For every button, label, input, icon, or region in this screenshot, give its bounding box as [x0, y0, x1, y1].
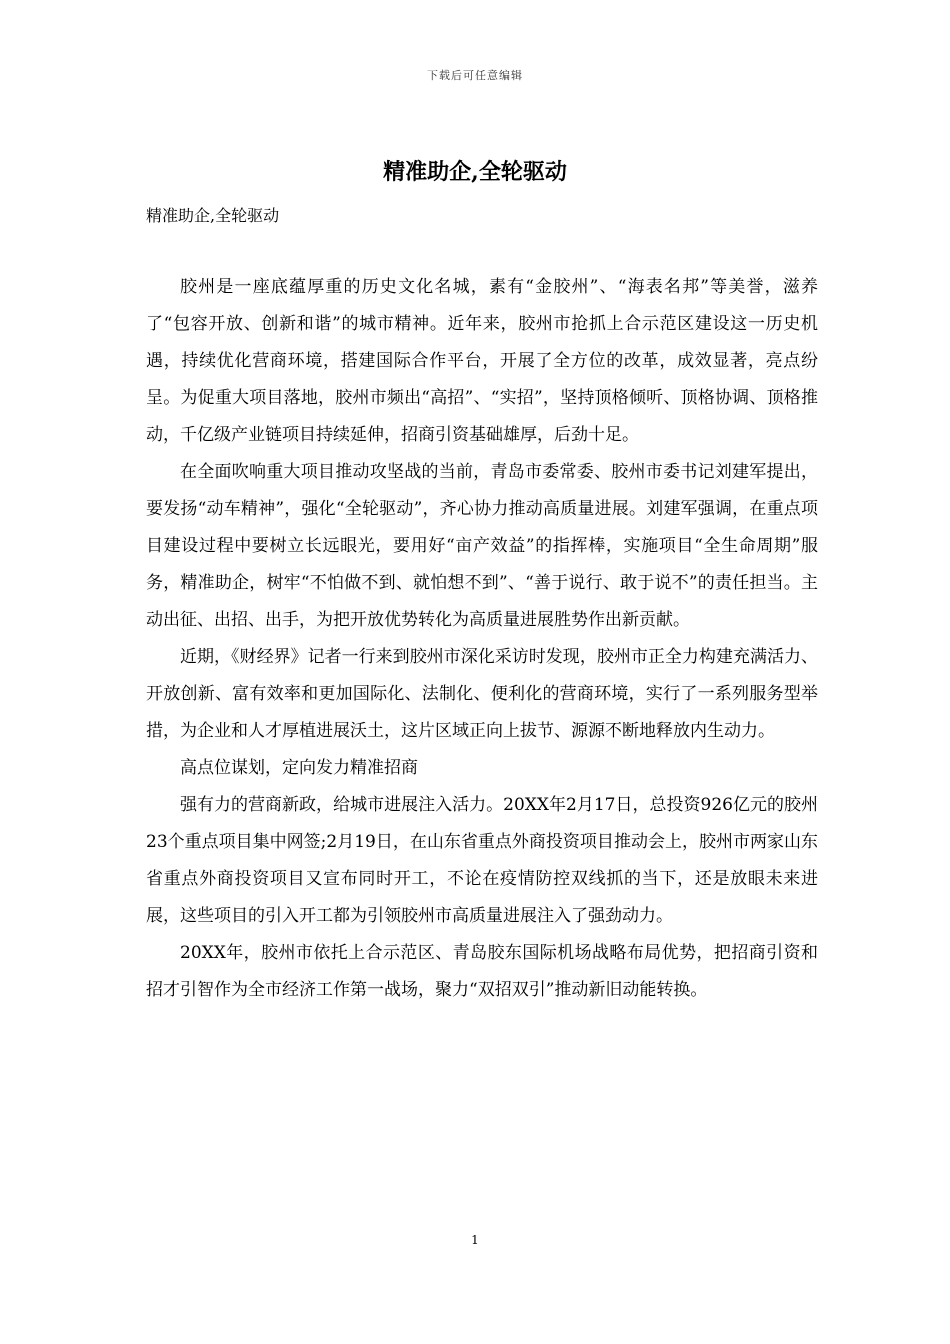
document-subtitle: 精准助企,全轮驱动	[146, 206, 280, 225]
document-title: 精准助企,全轮驱动	[383, 159, 567, 185]
page-number: 1	[471, 1233, 479, 1247]
section-heading: 高点位谋划，定向发力精准招商	[180, 758, 418, 778]
paragraph: 20XX年，胶州市依托上合示范区、青岛胶东国际机场战略布局优势，把招商引资和招才引智作为全市经济工作第一战场，聚力“双招双引”推动新旧动能转换。	[146, 943, 818, 1000]
paragraph: 胶州是一座底蕴厚重的历史文化名城，素有“金胶州”、“海表名邦”等美誉，滋养了“包容开放、创新和谐”的城市精神。近年来，胶州市抢抓上合示范区建设这一历史机遇，持续优化营商环境，搭建国际合作平台，开展了全方位的改革，成效显著，亮点纷呈。为促重大项目落地，胶州市频出“高招”、“实招”，坚持顶格倾听、顶格协调、顶格推动，千亿级产业链项目持续延伸，招商引资基础雄厚，后劲十足。	[146, 277, 818, 445]
page-header-note: 下载后可任意编辑	[427, 69, 523, 82]
paragraph: 强有力的营商新政，给城市进展注入活力。20XX年2月17日，总投资926亿元的胶州23个重点项目集中网签;2月19日，在山东省重点外商投资项目推动会上，胶州市两家山东省重点外商投资项目又宣布同时开工，不论在疫情防控双线抓的当下，还是放眼未来进展，这些项目的引入开工都为引领胶州市高质量进展注入了强劲动力。	[146, 795, 818, 926]
paragraph: 近期，《财经界》记者一行来到胶州市深化采访时发现，胶州市正全力构建充满活力、开放创新、富有效率和更加国际化、法制化、便利化的营商环境，实行了一系列服务型举措，为企业和人才厚植进展沃土，这片区域正向上拔节、源源不断地释放内生动力。	[146, 647, 818, 741]
paragraph: 在全面吹响重大项目推动攻坚战的当前，青岛市委常委、胶州市委书记刘建军提出，要发扬“动车精神”，强化“全轮驱动”，齐心协力推动高质量进展。刘建军强调，在重点项目建设过程中要树立长远眼光，要用好“亩产效益”的指挥棒，实施项目“全生命周期”服务，精准助企，树牢“不怕做不到、就怕想不到”、“善于说行、敢于说不”的责任担当。主动出征、出招、出手，为把开放优势转化为高质量进展胜势作出新贡献。	[146, 462, 818, 630]
document-body	[146, 269, 818, 1009]
